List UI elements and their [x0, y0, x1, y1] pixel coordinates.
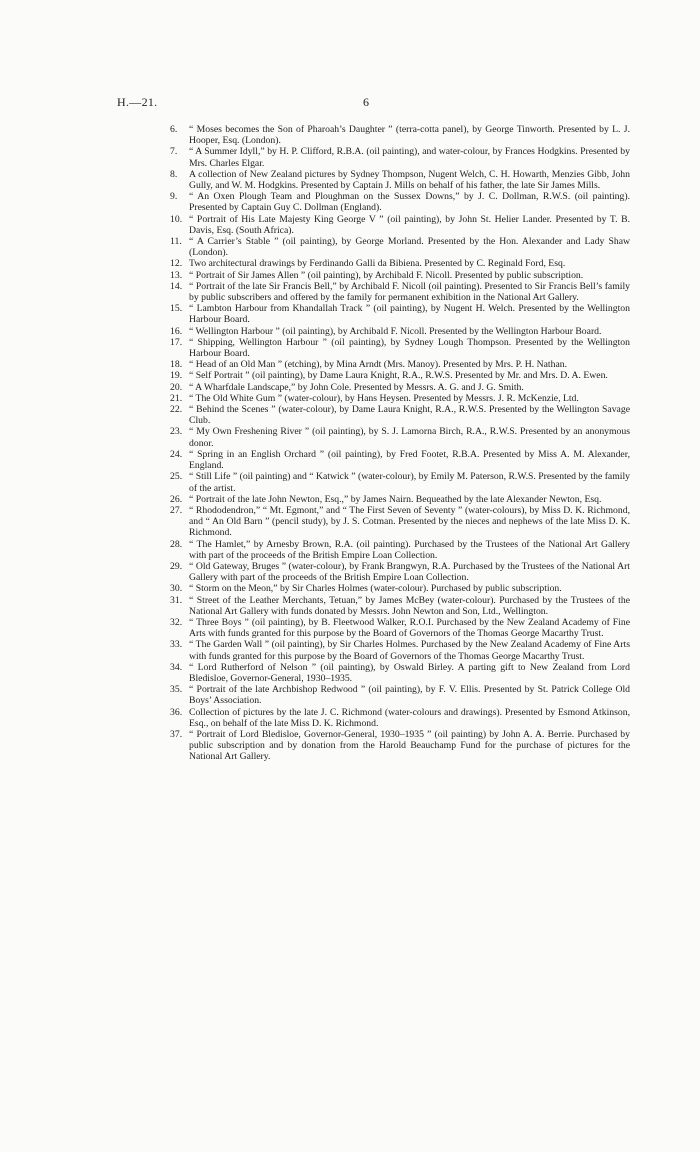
list-item: [170, 707, 630, 729]
item-text: “ Rhododendron,” “ Mt. Egmont,” and “ The First Seven of Seventy ” (water-colours), by Miss D. K. Richmond, and “ An Old Barn ” (pencil study), by J. S. Cotman. Presented by the nieces and nephews of the late Miss D. K. Richmond.: [189, 504, 630, 539]
item-text: “ Behind the Scenes ” (water-colour), by Dame Laura Knight, R.A., R.W.S. Presented by the Wellington Savage Club.: [189, 404, 630, 427]
item-number: 23.: [170, 426, 183, 438]
item-number: 20.: [170, 381, 183, 393]
item-number: 32.: [170, 616, 183, 628]
item-number: 18.: [170, 359, 183, 371]
list-item: [170, 595, 630, 617]
item-number: 27.: [170, 504, 183, 516]
list-item: [170, 303, 630, 325]
item-text: Collection of pictures by the late J. C. Richmond (water-colours and drawings). Presented by Esmond Atkinson, Esq., on behalf of the late Miss D. K. Richmond.: [189, 706, 630, 729]
item-text: “ Street of the Leather Merchants, Tetuan,” by James McBey (water-colour). Purchased by the Trustees of the National Art Gallery with funds donated by Messrs. John Newton and Son, Ltd., Wellington.: [189, 594, 630, 617]
list-item: [170, 404, 630, 426]
item-number: 34.: [170, 661, 183, 673]
item-text: “ Still Life ” (oil painting) and “ Katwick ” (water-colour), by Emily M. Paterson, R.W.S. Presented by the family of the artist.: [189, 471, 630, 494]
list-item: [170, 258, 630, 269]
list-item: [170, 561, 630, 583]
item-number: 10.: [170, 213, 183, 225]
list-item: [170, 729, 630, 763]
list-item: [170, 662, 630, 684]
list-item: [170, 214, 630, 236]
item-text: “ A Wharfdale Landscape,” by John Cole. Presented by Messrs. A. G. and J. G. Smith.: [189, 381, 524, 393]
item-number: 22.: [170, 404, 183, 416]
item-text: “ Shipping, Wellington Harbour ” (oil painting), by Sydney Lough Thompson. Presented by the Wellington Harbour Board.: [189, 336, 630, 360]
item-number: 14.: [170, 280, 183, 292]
list-item: [170, 382, 630, 393]
item-text: “ Lord Rutherford of Nelson ” (oil painting), by Oswald Birley. A parting gift to New Zealand from Lord Bledisloe, Governor-General, 1930–1935.: [189, 661, 630, 684]
item-text: “ Portrait of the late Sir Francis Bell,” by Archibald F. Nicoll (oil painting). Presented to Sir Francis Bell’s family by public subscribers and offered by the family for permanent exhibition in the National Art Gallery.: [189, 280, 630, 304]
list-item: [170, 326, 630, 337]
item-number: 15.: [170, 303, 183, 315]
list-item: [170, 370, 630, 381]
item-text: “ Wellington Harbour ” (oil painting), by Archibald F. Nicoll. Presented by the Wellington Harbour Board.: [189, 325, 602, 337]
item-text: “ My Own Freshening River ” (oil painting), by S. J. Lamorna Birch, R.A., R.W.S. Presented by an anonymous donor.: [189, 426, 630, 449]
item-text: Two architectural drawings by Ferdinando Galli da Bibiena. Presented by C. Reginald Ford, Esq.: [189, 258, 566, 270]
list-item: [170, 684, 630, 706]
item-text: “ Head of an Old Man ” (etching), by Mina Arndt (Mrs. Manoy). Presented by Mrs. P. H. Nathan.: [189, 359, 568, 371]
page-number: 6: [363, 95, 369, 109]
item-text: “ The Garden Wall ” (oil painting), by Sir Charles Holmes. Purchased by the New Zealand Academy of Fine Arts with funds granted for this purpose by the Board of Governors of the Thomas George Macarthy Trust.: [189, 639, 630, 662]
list-item: [170, 359, 630, 370]
list-item: [170, 393, 630, 404]
item-number: 7.: [170, 146, 178, 158]
item-number: 33.: [170, 639, 183, 651]
item-text: “ Spring in an English Orchard ” (oil painting), by Fred Footet, R.B.A. Presented by Miss A. M. Alexander, England.: [189, 448, 630, 472]
list-item: [170, 617, 630, 639]
item-text: A collection of New Zealand pictures by Sydney Thompson, Nugent Welch, C. H. Howarth, Menzies Gibb, John Gully, and W. M. Hodgkins. Presented by Captain J. Mills on behalf of his father, the late Sir James Mills.: [189, 168, 630, 192]
item-text: “ Portrait of the late Archbishop Redwood ” (oil painting), by F. V. Ellis. Presented by St. Patrick College Old Boys’ Association.: [189, 684, 630, 707]
list-item: [170, 191, 630, 213]
item-text: “ Storm on the Meon,” by Sir Charles Holmes (water-colour). Purchased by public subscription.: [189, 583, 562, 595]
item-text: “ Old Gateway, Bruges ” (water-colour), by Frank Brangwyn, R.A. Purchased by the Trustees of the National Art Gallery with part of the proceeds of the British Empire Loan Collection.: [189, 560, 630, 584]
item-number: 13.: [170, 269, 183, 281]
item-text: “ Lambton Harbour from Khandallah Track ” (oil painting), by Nugent H. Welch. Presented by the Wellington Harbour Board.: [189, 303, 630, 326]
item-number: 11.: [170, 236, 182, 248]
item-number: 35.: [170, 684, 183, 696]
list-item: [170, 169, 630, 191]
item-number: 24.: [170, 448, 183, 460]
list-item: [170, 236, 630, 258]
list-item: [170, 426, 630, 448]
item-text: “ Self Portrait ” (oil painting), by Dame Laura Knight, R.A., R.W.S. Presented by Mr. and Mrs. D. A. Ewen.: [189, 370, 608, 382]
item-number: 17.: [170, 336, 183, 348]
item-number: 21.: [170, 392, 183, 404]
item-text: “ Three Boys ” (oil painting), by B. Fleetwood Walker, R.O.I. Purchased by the New Zealand Academy of Fine Arts with funds granted for this purpose by the Board of Governors of the Thomas George Macarthy Trust.: [189, 616, 630, 640]
item-number: 16.: [170, 325, 183, 337]
item-text: “ Portrait of Lord Bledisloe, Governor-General, 1930–1935 ” (oil painting) by John A. A. Berrie. Purchased by public subscription and by donation from the Harold Beauchamp Fund for the purchase of pictures for the National Art Gallery.: [189, 728, 630, 763]
item-number: 30.: [170, 583, 183, 595]
list-item: [170, 583, 630, 594]
item-number: 36.: [170, 706, 183, 718]
list-item: [170, 270, 630, 281]
item-text: “ The Hamlet,” by Arnesby Brown, R.A. (oil painting). Purchased by the Trustees of the National Art Gallery with part of the proceeds of the British Empire Loan Collection.: [189, 538, 630, 561]
acquisitions-list: [170, 124, 630, 763]
item-text: “ Moses becomes the Son of Pharoah’s Daughter ” (terra-cotta panel), by George Tinworth. Presented by L. J. Hooper, Esq. (London).: [189, 124, 630, 147]
item-text: “ A Carrier’s Stable ” (oil painting), by George Morland. Presented by the Hon. Alexander and Lady Shaw (London).: [189, 236, 630, 259]
item-number: 37.: [170, 728, 183, 740]
list-item: [170, 494, 630, 505]
list-item: [170, 539, 630, 561]
item-text: “ An Oxen Plough Team and Ploughman on the Sussex Downs,” by J. C. Dollman, R.W.S. (oil painting). Presented by Captain Guy C. Dollman (England).: [189, 191, 630, 214]
item-number: 12.: [170, 258, 183, 270]
item-number: 28.: [170, 538, 183, 550]
list-item: [170, 337, 630, 359]
page-header: [117, 95, 587, 111]
list-item: [170, 639, 630, 661]
list-item: [170, 471, 630, 493]
list-item: [170, 449, 630, 471]
item-text: “ Portrait of Sir James Allen ” (oil painting), by Archibald F. Nicoll. Presented by public subscription.: [189, 269, 584, 281]
list-item: [170, 124, 630, 146]
item-text: “ Portrait of His Late Majesty King George V ” (oil painting), by John St. Helier Lander. Presented by T. B. Davis, Esq. (South Africa).: [189, 213, 630, 236]
item-number: 25.: [170, 471, 183, 483]
item-number: 26.: [170, 493, 183, 505]
list-item: [170, 281, 630, 303]
item-number: 19.: [170, 370, 183, 382]
item-number: 29.: [170, 560, 183, 572]
document-reference: H.—21.: [117, 95, 158, 109]
item-text: “ Portrait of the late John Newton, Esq.,” by James Nairn. Bequeathed by the late Alexander Newton, Esq.: [189, 493, 602, 505]
item-number: 31.: [170, 594, 183, 606]
item-number: 8.: [170, 168, 178, 180]
list-item: [170, 505, 630, 539]
item-number: 9.: [170, 191, 178, 203]
item-number: 6.: [170, 124, 178, 135]
item-text: “ The Old White Gum ” (water-colour), by Hans Heysen. Presented by Messrs. J. R. McKenzie, Ltd.: [189, 392, 579, 404]
list-item: [170, 146, 630, 168]
item-text: “ A Summer Idyll,” by H. P. Clifford, R.B.A. (oil painting), and water-colour, by Frances Hodgkins. Presented by Mrs. Charles Elgar.: [189, 146, 630, 169]
